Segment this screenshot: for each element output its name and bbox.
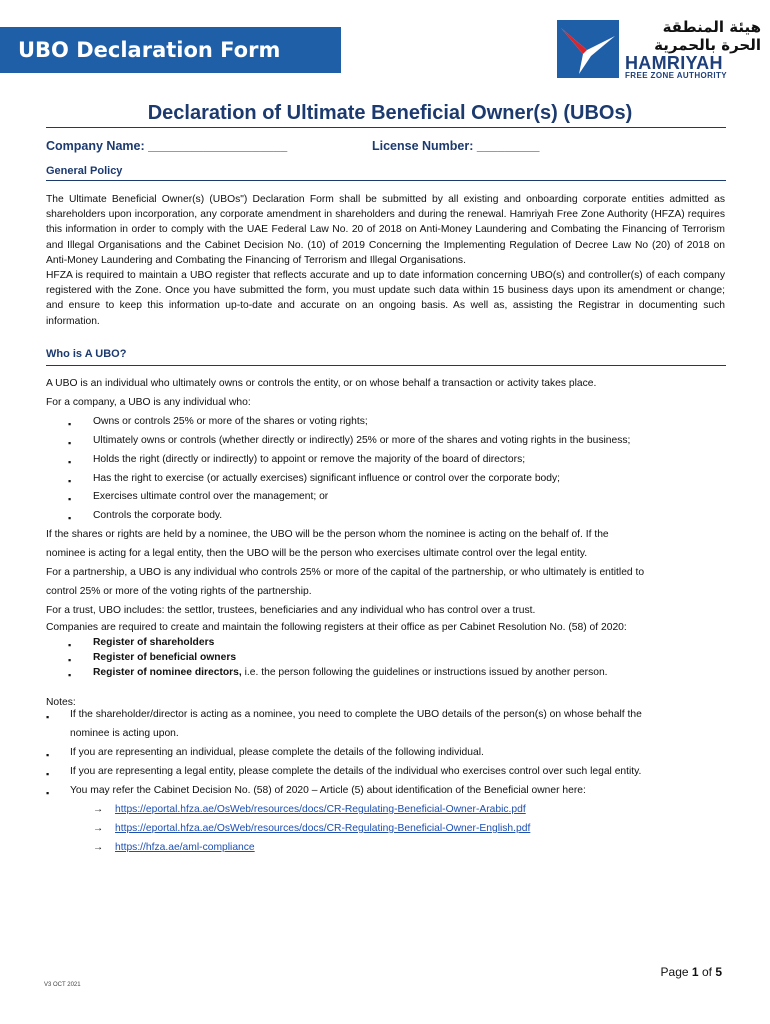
policy-paragraph-1: The Ultimate Beneficial Owner(s) (UBOs") Declaration Form shall be submitted by all existing and onboarding corporate entities admitted as shareholders upon incorporation, any corporate amendment in shareholders and during the renewal. Hamriyah Free Zone Authority (HFZA) requires this information in order to comply with the UAE Federal Law No. 20 of 2018 on Anti-Money Laundering and Combating the Financing of Terrorism and Illegal Organisations and the Cabinet Decision No. (10) of 2019 Concerning the Implementing Regulation of Decree Law No (20) of 2018 on Anti-Money Laundering and Combating the Financing of Terrorism and Illegal Organisations.	[46, 194, 725, 266]
nominee-text-line2: nominee is acting for a legal entity, then the UBO will be the person who exercises ultimate control over the legal entity.	[46, 548, 588, 559]
arrow-right-icon: →	[93, 842, 104, 853]
logo-arabic-line1: هيئة المنطقة	[662, 18, 761, 36]
bullet-icon: ▪	[68, 457, 72, 467]
general-policy-divider	[46, 180, 726, 181]
policy-paragraph-2: HFZA is required to maintain a UBO register that reflects accurate and up to date information concerning UBO(s) and controller(s) of each company registered with the Zone. Once you have submitted the form, you must update such data within 15 business days upon its amendment or change; and ensure to keep this information up-to-date and accurate on an ongoing basis. As well as, assisting the Registrar in documenting such information.	[46, 270, 725, 327]
company-name-field[interactable]: Company Name: ____________________	[46, 139, 288, 153]
logo-arabic-line2: الحرة بالحمرية	[654, 36, 761, 54]
logo-subtitle: FREE ZONE AUTHORITY	[625, 71, 727, 80]
bullet-icon: ▪	[46, 712, 50, 722]
bullet-icon: ▪	[68, 513, 72, 523]
link-row	[93, 804, 526, 815]
page-number: Page 1 of 5	[660, 965, 722, 979]
register-name: Register of nominee directors,	[93, 667, 242, 678]
link-aml-compliance[interactable]: https://hfza.ae/aml-compliance	[115, 842, 255, 853]
form-title-banner: UBO Declaration Form	[0, 27, 341, 73]
bullet-icon: ▪	[68, 438, 72, 448]
registers-intro: Companies are required to create and maintain the following registers at their office as per Cabinet Resolution No. (58) of 2020:	[46, 622, 627, 633]
general-policy-heading: General Policy	[46, 165, 123, 177]
bullet-icon: ▪	[68, 655, 72, 665]
document-title: Declaration of Ultimate Beneficial Owner(s) (UBOs)	[147, 102, 633, 124]
arrow-right-icon: →	[93, 804, 104, 815]
who-is-ubo-divider	[46, 365, 726, 366]
logo-name: HAMRIYAH	[625, 53, 723, 73]
version-label: V3 OCT 2021	[44, 982, 81, 988]
hfza-logo	[557, 18, 767, 80]
bullet-icon: ▪	[46, 788, 50, 798]
bullet-icon: ▪	[68, 476, 72, 486]
link-cr-arabic-pdf[interactable]: https://eportal.hfza.ae/OsWeb/resources/docs/CR-Regulating-Beneficial-Owner-Arabic.pdf	[115, 804, 526, 815]
bullet-icon: ▪	[68, 670, 72, 680]
bird-logo-icon	[557, 20, 619, 78]
bullet-icon: ▪	[46, 769, 50, 779]
trust-text: For a trust, UBO includes: the settlor, trustees, beneficiaries and any individual who has control over a trust.	[46, 605, 536, 616]
link-row	[93, 823, 530, 834]
link-cr-english-pdf[interactable]: https://eportal.hfza.ae/OsWeb/resources/docs/CR-Regulating-Beneficial-Owner-English.pdf	[115, 823, 531, 834]
bullet-icon: ▪	[46, 750, 50, 760]
partnership-text-line1: For a partnership, a UBO is any individual who controls 25% or more of the capital of the partnership, or who ultimately is entitled to	[46, 567, 645, 578]
nominee-text-line1: If the shares or rights are held by a nominee, the UBO will be the person whom the nominee is acting on the behalf of. If the	[46, 529, 609, 540]
register-name: Register of shareholders	[93, 637, 215, 648]
company-ubo-intro: For a company, a UBO is any individual who:	[46, 397, 251, 408]
link-row	[93, 842, 255, 853]
license-number-field[interactable]: License Number: _________	[372, 139, 540, 153]
bullet-icon: ▪	[68, 640, 72, 650]
partnership-text-line2: control 25% or more of the voting rights of the partnership.	[46, 586, 312, 597]
notes-label: Notes:	[46, 697, 76, 708]
arrow-right-icon: →	[93, 823, 104, 834]
ubo-definition: A UBO is an individual who ultimately owns or controls the entity, or on whose behalf a transaction or activity takes place.	[46, 378, 597, 389]
title-divider	[46, 127, 726, 128]
general-policy-body	[46, 192, 725, 329]
bullet-icon: ▪	[68, 494, 72, 504]
bullet-icon: ▪	[68, 419, 72, 429]
who-is-ubo-heading: Who is A UBO?	[46, 348, 127, 360]
register-name: Register of beneficial owners	[93, 652, 237, 663]
